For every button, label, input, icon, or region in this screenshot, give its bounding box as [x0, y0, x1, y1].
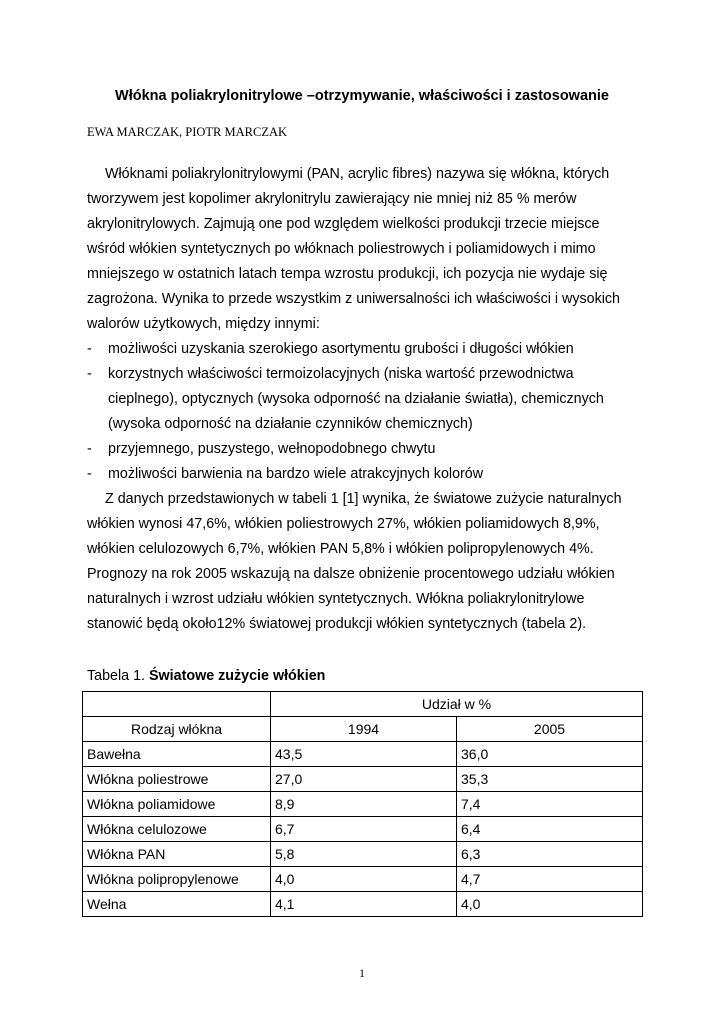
table-row	[83, 792, 643, 817]
bullet-item	[87, 462, 647, 487]
bullet-text: korzystnych właściwości termoizolacyjnych (niska wartość przewodnictwa	[108, 366, 574, 382]
paragraph-line: mniejszego w ostatnich latach tempa wzrostu produkcji, ich pozycja nie wydaje się	[87, 266, 608, 282]
table-row	[83, 742, 643, 767]
table-cell-fiber: Włókna poliamidowe	[83, 792, 271, 817]
table-cell-value: 4,1	[271, 892, 457, 917]
table-caption-prefix: Tabela 1.	[87, 668, 149, 684]
bullet-item	[87, 362, 647, 387]
table-cell-value: 8,9	[271, 792, 457, 817]
bullet-text: możliwości uzyskania szerokiego asortymentu grubości i długości włókien	[108, 341, 574, 357]
table-cell-value: 43,5	[271, 742, 457, 767]
table-cell-value: 6,7	[271, 817, 457, 842]
paragraph-line: zagrożona. Wynika to przede wszystkim z uniwersalności ich właściwości i wysokich	[87, 291, 621, 307]
table-cell-fiber: Włókna celulozowe	[83, 817, 271, 842]
paragraph-line: Z danych przedstawionych w tabeli 1 [1] wynika, że światowe zużycie naturalnych	[105, 491, 622, 507]
table-cell-fiber: Bawełna	[83, 742, 271, 767]
bullet-dash: -	[87, 341, 92, 357]
paragraph-line: walorów użytkowych, między innymi:	[87, 316, 320, 332]
bullet-continuation: (wysoka odporność na działanie czynników chemicznych)	[108, 416, 473, 432]
table-header-empty	[83, 692, 271, 717]
table-header-fiber-type: Rodzaj włókna	[83, 717, 271, 742]
table-header-group: Udział w %	[271, 692, 643, 717]
table-header-row	[83, 692, 643, 717]
paragraph-line: naturalnych i wzrost udziału włókien syntetycznych. Włókna poliakrylonitrylowe	[87, 591, 585, 607]
bullet-continuation: cieplnego), optycznych (wysoka odporność na działanie światła), chemicznych	[108, 391, 604, 407]
table-cell-value: 7,4	[457, 792, 643, 817]
bullet-text: przyjemnego, puszystego, wełnopodobnego chwytu	[108, 441, 436, 457]
table-row	[83, 767, 643, 792]
paragraph-line: włókien celulozowych 6,7%, włókien PAN 5,8% i włókien polipropylenowych 4%.	[87, 541, 594, 557]
table-cell-value: 4,7	[457, 867, 643, 892]
paragraph-line: Prognozy na rok 2005 wskazują na dalsze obniżenie procentowego udziału włókien	[87, 566, 615, 582]
bullet-text: możliwości barwienia na bardzo wiele atrakcyjnych kolorów	[108, 466, 484, 482]
table-cell-value: 4,0	[271, 867, 457, 892]
table-cell-value: 35,3	[457, 767, 643, 792]
table-cell-value: 5,8	[271, 842, 457, 867]
table-header-row	[83, 717, 643, 742]
fiber-consumption-table	[82, 691, 643, 917]
paragraph-line: Włóknami poliakrylonitrylowymi (PAN, acrylic fibres) nazywa się włókna, których	[105, 166, 610, 182]
table-caption	[87, 666, 325, 686]
page-number: 1	[359, 966, 365, 980]
table-row	[83, 817, 643, 842]
table-cell-fiber: Włókna poliestrowe	[83, 767, 271, 792]
authors-line: EWA MARCZAK, PIOTR MARCZAK	[87, 125, 288, 139]
bullet-dash: -	[87, 466, 92, 482]
table-row	[83, 892, 643, 917]
table-row	[83, 842, 643, 867]
bullet-item	[87, 337, 647, 362]
table-cell-value: 36,0	[457, 742, 643, 767]
paragraph-line: tworzywem jest kopolimer akrylonitrylu zawierający nie mniej niż 85 % merów	[87, 191, 577, 207]
table-cell-value: 4,0	[457, 892, 643, 917]
bullet-dash: -	[87, 441, 92, 457]
document-title: Włókna poliakrylonitrylowe –otrzymywanie, właściwości i zastosowanie	[115, 88, 609, 104]
table-caption-title: Światowe zużycie włókien	[149, 668, 326, 684]
table-cell-value: 6,4	[457, 817, 643, 842]
paragraph-line: włókien wynosi 47,6%, włókien poliestrowych 27%, włókien poliamidowych 8,9%,	[87, 516, 600, 532]
bullet-item	[87, 437, 647, 462]
paragraph-line: wśród włókien syntetycznych po włóknach poliestrowych i poliamidowych i mimo	[87, 241, 596, 257]
table-cell-fiber: Włókna polipropylenowe	[83, 867, 271, 892]
paragraph-line: stanowić będą około12% światowej produkcji włókien syntetycznych (tabela 2).	[87, 616, 587, 632]
table-header-year: 1994	[271, 717, 457, 742]
bullet-dash: -	[87, 366, 92, 382]
paragraph-line: akrylonitrylowych. Zajmują one pod względem wielkości produkcji trzecie miejsce	[87, 216, 600, 232]
table-cell-value: 27,0	[271, 767, 457, 792]
table-cell-fiber: Wełna	[83, 892, 271, 917]
table-header-year: 2005	[457, 717, 643, 742]
table-row	[83, 867, 643, 892]
table-cell-fiber: Włókna PAN	[83, 842, 271, 867]
body-text	[87, 162, 647, 637]
table-cell-value: 6,3	[457, 842, 643, 867]
